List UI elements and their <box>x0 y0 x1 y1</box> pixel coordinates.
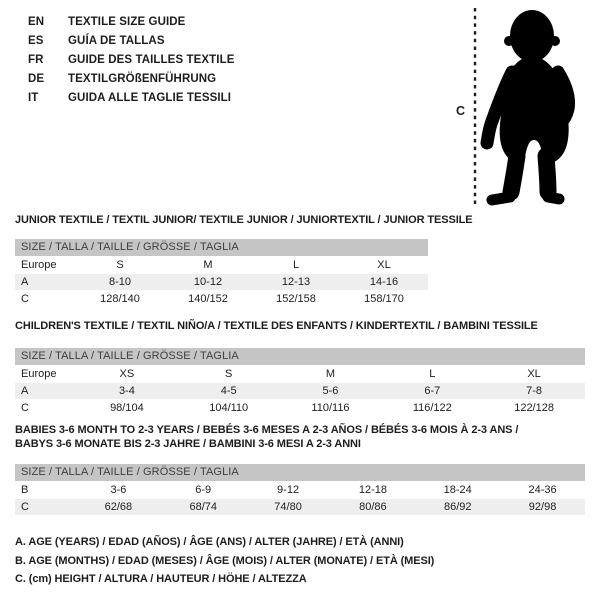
table-row-a <box>15 274 428 290</box>
table-cell: 3-6 <box>110 484 127 496</box>
children-size-table <box>15 348 585 416</box>
table-row-a <box>15 383 585 399</box>
table-cell: 3-4 <box>118 385 135 397</box>
language-code: FR <box>28 54 44 66</box>
table-cell: 104/110 <box>209 402 249 414</box>
size-bar: SIZE / TALLA / TAILLE / GRÖSSE / TAGLIA <box>15 348 585 365</box>
table-cell: 128/140 <box>100 293 140 305</box>
table-cell: 68/74 <box>189 501 217 513</box>
babies-size-table <box>15 464 585 515</box>
table-cell: XL <box>527 368 541 380</box>
table-cell: S <box>225 368 233 380</box>
language-row-it <box>28 89 235 108</box>
row-label: C <box>21 293 29 305</box>
table-cell: 12-13 <box>281 276 311 288</box>
table-cell: 116/122 <box>412 402 452 414</box>
table-cell: 80/86 <box>359 501 387 513</box>
table-cell: 6-7 <box>424 385 441 397</box>
size-bar: SIZE / TALLA / TAILLE / GRÖSSE / TAGLIA <box>15 464 585 481</box>
language-code: EN <box>28 16 45 28</box>
table-cell: 24-36 <box>528 484 557 496</box>
language-title: TEXTILE SIZE GUIDE <box>68 16 186 28</box>
table-cell: 6-9 <box>195 484 212 496</box>
section-title: BABIES 3-6 MONTH TO 2-3 YEARS / BEBÉS 3-6 MESES A 2-3 AÑOS / BÉBÉS 3-6 MOIS À 2-3 ANS / <box>15 424 519 436</box>
table-cell: 86/92 <box>443 501 472 513</box>
table-cell: M <box>325 368 336 380</box>
row-label: Europe <box>21 259 57 271</box>
language-row-fr <box>28 51 235 70</box>
table-cell: 98/104 <box>110 402 144 414</box>
table-rows <box>15 366 585 416</box>
language-title: GUIDA ALLE TAGLIE TESSILI <box>68 92 232 104</box>
footnotes <box>15 533 434 589</box>
row-label: B <box>21 484 29 496</box>
language-title: GUIDE DES TAILLES TEXTILE <box>68 54 235 66</box>
table-cell: 158/170 <box>364 293 404 305</box>
table-row-europe <box>15 366 585 382</box>
footnote-c: C. (cm) HEIGHT / ALTURA / HAUTEUR / HÖHE / ALTEZZA <box>15 573 307 585</box>
table-cell: L <box>429 368 436 380</box>
footnote-b: B. AGE (MONTHS) / EDAD (MESES) / ÂGE (MOIS) / ALTER (MONATE) / ETÀ (MESI) <box>15 554 435 567</box>
language-row-es <box>28 32 235 51</box>
row-label: A <box>21 276 29 288</box>
table-cell: L <box>292 259 300 271</box>
language-list <box>28 13 235 108</box>
table-cell: 62/68 <box>104 501 133 513</box>
measurement-figure <box>440 0 600 215</box>
table-row-c <box>15 499 585 515</box>
row-label: Europe <box>21 368 57 380</box>
language-code: ES <box>28 35 44 47</box>
row-label: C <box>21 402 29 414</box>
table-row-c <box>15 291 428 307</box>
footnote-a: A. AGE (YEARS) / EDAD (AÑOS) / ÂGE (ANS) / ALTER (JAHRE) / ETÀ (ANNI) <box>15 536 404 548</box>
table-cell: 5-6 <box>322 385 339 397</box>
row-label: A <box>21 385 29 397</box>
table-cell: 4-5 <box>220 385 237 397</box>
language-title: TEXTILGRÖßENFÜHRUNG <box>68 73 217 85</box>
table-cell: 152/158 <box>276 293 316 305</box>
table-rows <box>15 482 585 515</box>
table-cell: 122/128 <box>514 402 554 414</box>
table-rows <box>15 257 428 307</box>
section-children <box>15 319 585 416</box>
table-cell: 12-18 <box>358 484 387 496</box>
size-bar: SIZE / TALLA / TAILLE / GRÖSSE / TAGLIA <box>15 239 428 256</box>
table-cell: 110/116 <box>311 402 350 414</box>
section-title-line2: BABYS 3-6 MONATE BIS 2-3 JAHRE / BAMBINI 3-6 MESI A 2-3 ANNI <box>15 438 361 450</box>
row-label: C <box>21 501 29 513</box>
table-cell: 14-16 <box>369 276 399 288</box>
language-code: IT <box>28 92 39 104</box>
table-row-c <box>15 400 585 416</box>
language-row-en <box>28 13 235 32</box>
table-cell: 7-8 <box>526 385 543 397</box>
table-cell: S <box>116 259 124 271</box>
table-cell: 140/152 <box>188 293 228 305</box>
table-cell: 74/80 <box>274 501 302 513</box>
language-row-de <box>28 70 235 89</box>
section-title: JUNIOR TEXTILE / TEXTIL JUNIOR/ TEXTILE JUNIOR / JUNIORTEXTIL / JUNIOR TESSILE <box>15 214 473 226</box>
section-junior <box>15 213 585 307</box>
section-babies <box>15 423 585 515</box>
section-title: CHILDREN'S TEXTILE / TEXTIL NIÑO/A / TEXTILE DES ENFANTS / KINDERTEXTIL / BAMBINI TESSILE <box>15 320 538 332</box>
table-cell: 92/98 <box>528 501 557 513</box>
table-row-b <box>15 482 585 498</box>
junior-size-table <box>15 239 428 307</box>
language-code: DE <box>28 73 45 85</box>
table-cell: XS <box>119 368 135 380</box>
table-cell: 18-24 <box>443 484 472 496</box>
table-row-europe <box>15 257 428 273</box>
table-cell: XL <box>377 259 391 271</box>
height-measure-label: C <box>456 104 466 118</box>
table-cell: 10-12 <box>193 276 223 288</box>
table-cell: M <box>203 259 213 271</box>
table-cell: 8-10 <box>108 276 132 288</box>
language-title: GUÍA DE TALLAS <box>68 35 165 47</box>
table-cell: 9-12 <box>277 484 300 496</box>
